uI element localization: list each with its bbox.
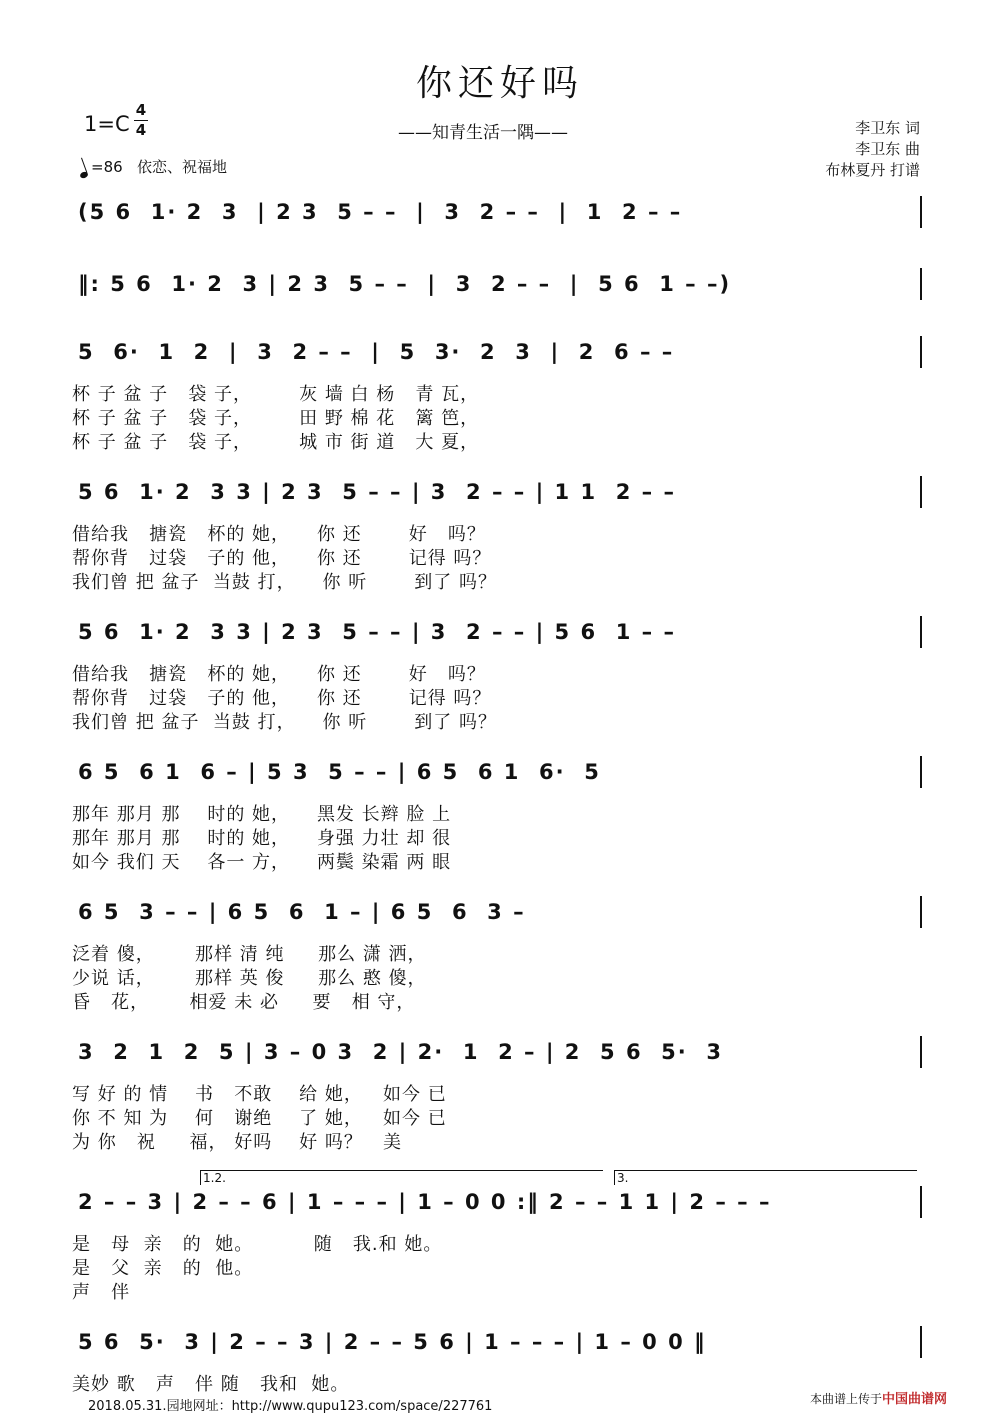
subtitle: ——知青生活一隅——	[398, 123, 568, 143]
lyric-line: 是 父 亲 的 他。	[72, 1258, 254, 1279]
barline-end	[920, 616, 922, 648]
lyric-line: 那年 那月 那 时的 她， 黑发 长辫 脸 上	[72, 804, 452, 825]
time-signature-bottom: 4	[135, 121, 147, 139]
lyric-line: 杯 子 盆 子 袋 子， 城 市 街 道 大 夏，	[72, 432, 480, 453]
volta-ending: 3.	[614, 1170, 917, 1185]
notation-line: 6 5 3 – – | 6 5 6 1 – | 6 5 6 3 –	[78, 900, 526, 924]
transcriber: 布林夏丹 打谱	[825, 161, 920, 179]
lyric-line: 杯 子 盆 子 袋 子， 灰 墙 白 杨 青 瓦，	[72, 384, 480, 405]
lyric-line: 借给我 搪瓷 杯的 她， 你 还 好 吗？	[72, 664, 486, 685]
lyric-line: 如今 我们 天 各一 方， 两鬓 染霜 两 眼	[72, 852, 452, 873]
composer: 李卫东 曲	[855, 140, 920, 158]
barline-end	[920, 896, 922, 928]
barline-end	[920, 336, 922, 368]
lyric-line: 我们曾 把 盆子 当鼓 打， 你 听 到了 吗？	[72, 572, 497, 593]
notation-line: 3 2 1 2 5 | 3 – 0 3 2 | 2· 1 2 – | 2 5 6 5· 3	[78, 1040, 724, 1064]
lyric-line: 为 你 祝 福， 好吗 好 吗？ 美	[72, 1132, 402, 1153]
lyricist: 李卫东 词	[855, 119, 920, 137]
barline-end	[920, 196, 922, 228]
credits	[825, 118, 920, 181]
footer-url: 2018.05.31.园地网址：http://www.qupu123.com/space/227761	[88, 1399, 493, 1414]
page-title: 你还好吗	[415, 63, 584, 104]
notation-line: 2 – – 3 | 2 – – 6 | 1 – – – | 1 – 0 0 :‖ 2 – – 1 1 | 2 – – –	[78, 1190, 772, 1214]
tempo-expression: 依恋、祝福地	[136, 158, 227, 176]
notation-line: (5 6 1· 2 3 | 2 3 5 – – | 3 2 – – | 1 2 – –	[78, 200, 683, 224]
footer-upload-label: 本曲谱上传于	[810, 1392, 883, 1406]
lyric-line: 写 好 的 情 书 不敢 给 她， 如今 已	[72, 1084, 447, 1105]
lyric-line: 你 不 知 为 何 谢绝 了 她， 如今 已	[72, 1108, 447, 1129]
lyric-line: 我们曾 把 盆子 当鼓 打， 你 听 到了 吗？	[72, 712, 497, 733]
lyric-line: 泛着 傻， 那样 清 纯 那么 潇 洒，	[72, 944, 427, 965]
barline-end	[920, 756, 922, 788]
lyric-line: 少说 话， 那样 英 俊 那么 憨 傻，	[72, 968, 427, 989]
lyric-line: 借给我 搪瓷 杯的 她， 你 还 好 吗？	[72, 524, 486, 545]
lyric-line: 杯 子 盆 子 袋 子， 田 野 棉 花 篱 笆，	[72, 408, 480, 429]
lyric-line: 声 伴	[72, 1282, 131, 1303]
notation-line: 5 6 5· 3 | 2 – – 3 | 2 – – 5 6 | 1 – – – | 1 – 0 0 ‖	[78, 1330, 707, 1354]
site-logo: 中国曲谱网	[882, 1392, 948, 1407]
barline-end	[920, 1326, 922, 1358]
notation-line: ‖: 5 6 1· 2 3 | 2 3 5 – – | 3 2 – – | 5 6 1 – –)	[78, 272, 732, 296]
notation-line: 5 6· 1 2 | 3 2 – – | 5 3· 2 3 | 2 6 – –	[78, 340, 675, 364]
time-signature	[134, 102, 148, 139]
notation-line: 5 6 1· 2 3 3 | 2 3 5 – – | 3 2 – – | 1 1 2 – –	[78, 480, 676, 504]
barline-end	[920, 1036, 922, 1068]
barline-end	[920, 476, 922, 508]
lyric-line: 帮你背 过袋 子的 他， 你 还 记得 吗？	[72, 548, 492, 569]
lyric-line: 是 母 亲 的 她。 随 我.和 她。	[72, 1234, 443, 1255]
barline-end	[920, 1186, 922, 1218]
notation-line: 6 5 6 1 6 – | 5 3 5 – – | 6 5 6 1 6· 5	[78, 760, 601, 784]
tempo-value: =86	[91, 158, 123, 176]
volta-ending: 1.2.	[200, 1170, 603, 1185]
lyric-line: 昏 花， 相爱 未 必 要 相 守，	[72, 992, 416, 1013]
lyric-line: 美妙 歌 声 伴 随 我和 她。	[72, 1374, 350, 1395]
quarter-note-icon	[79, 171, 89, 179]
notation-line: 5 6 1· 2 3 3 | 2 3 5 – – | 3 2 – – | 5 6 1 – –	[78, 620, 676, 644]
barline-end	[920, 268, 922, 300]
key-signature: 1=C	[84, 112, 130, 136]
time-signature-top: 4	[135, 101, 147, 119]
lyric-line: 那年 那月 那 时的 她， 身强 力壮 却 很	[72, 828, 452, 849]
lyric-line: 帮你背 过袋 子的 他， 你 还 记得 吗？	[72, 688, 492, 709]
tempo-marking	[80, 156, 227, 177]
